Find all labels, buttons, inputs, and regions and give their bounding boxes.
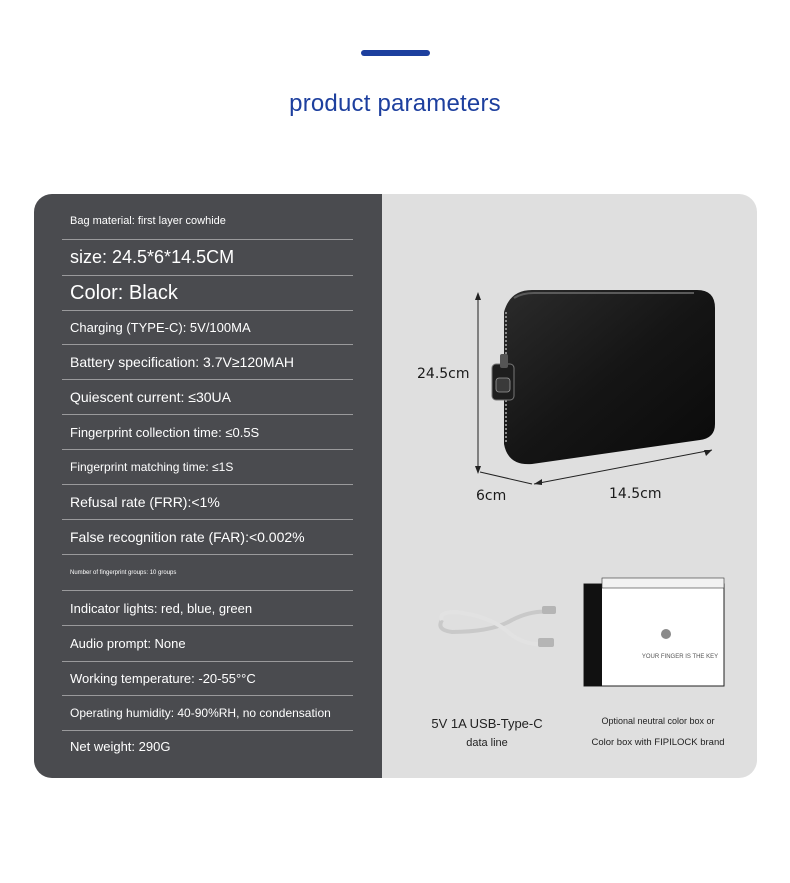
spec-audio-prompt: Audio prompt: None [62,626,353,662]
spec-fingerprint-collection: Fingerprint collection time: ≤0.5S [62,415,353,450]
spec-frr: Refusal rate (FRR):<1% [62,485,353,520]
spec-indicator-lights: Indicator lights: red, blue, green [62,591,353,626]
dimension-depth-label: 6cm [476,488,507,504]
product-parameters-card [34,194,757,778]
dimension-width-label: 14.5cm [609,486,662,502]
box-title: Optional neutral color box or [601,716,715,726]
title-accent-bar [361,50,430,56]
spec-battery: Battery specification: 3.7V≥120MAH [62,345,353,380]
spec-color: Color: Black [62,276,353,311]
gift-box-illustration [578,574,738,692]
spec-size: size: 24.5*6*14.5CM [62,240,353,276]
product-area [382,194,757,778]
usb-cable-illustration [432,598,562,658]
spec-bag-material: Bag material: first layer cowhide [62,202,353,240]
box-subtitle: Color box with FIPILOCK brand [591,737,725,748]
cable-subtitle: data line [466,737,508,749]
spec-fingerprint-matching: Fingerprint matching time: ≤1S [62,450,353,485]
spec-operating-humidity: Operating humidity: 40-90%RH, no condensation [62,696,353,731]
dimension-height-label: 24.5cm [417,366,470,382]
spec-working-temperature: Working temperature: -20-55°°C [62,662,353,696]
spec-panel [34,194,382,778]
spec-far: False recognition rate (FAR):<0.002% [62,520,353,555]
spec-quiescent-current: Quiescent current: ≤30UA [62,380,353,415]
cable-title: 5V 1A USB-Type-C [431,716,543,731]
box-print-text: YOUR FINGER IS THE KEY [641,654,719,660]
spec-charging: Charging (TYPE-C): 5V/100MA [62,311,353,345]
spec-net-weight: Net weight: 290G [70,738,171,754]
page-title: product parameters [289,90,501,117]
spec-fingerprint-groups: Number of fingerprint groups: 10 groups [62,555,353,591]
